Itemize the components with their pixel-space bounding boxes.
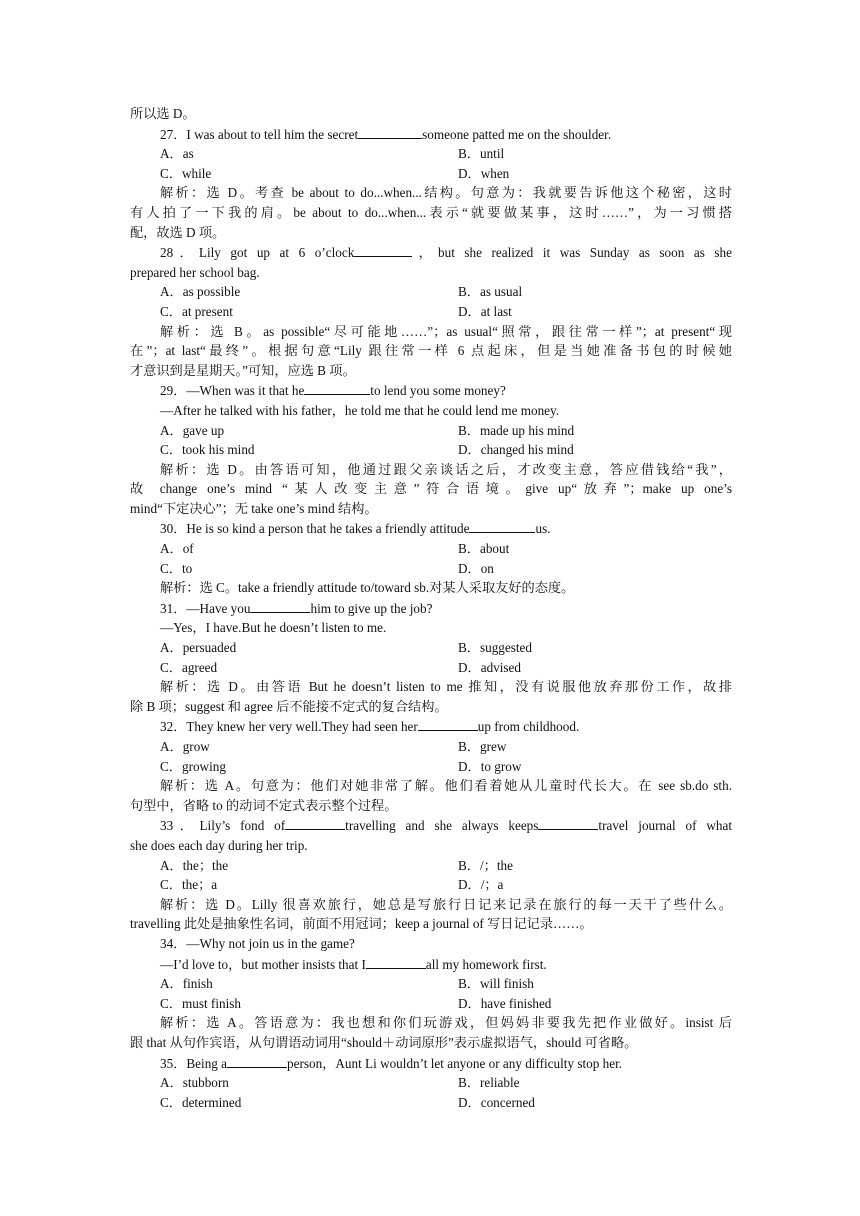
explanation-line: 故 change one’s mind “某人改变主意”符合语境。give up“放弃”；make up one’s <box>130 481 732 497</box>
question-34-answer: —I’d love to，but mother insists that I all my homework first. <box>130 954 732 975</box>
answer-blank <box>304 380 370 395</box>
explanation-line: 除 B 项；suggest 和 agree 后不能接不定式的复合结构。 <box>130 698 448 714</box>
answer-blank <box>227 1053 287 1068</box>
option-a: A．finish <box>160 976 213 992</box>
option-c: C．while <box>160 165 212 181</box>
answer-blank <box>354 242 412 257</box>
option-d: D．/；a <box>458 877 504 893</box>
explanation-line: 有人拍了一下我的肩。be about to do...when...表示“就要做某事，这时……”，为一习惯搭 <box>130 204 732 220</box>
option-c: C．agreed <box>160 659 218 675</box>
question-28: 28．Lily got up at 6 o’clock ，but she realized it was Sunday as soon as she <box>130 242 732 263</box>
option-d: D．on <box>458 560 494 576</box>
explanation-line: 在”；at last“最终”。根据句意“Lily 跟往常一样 6 点起床，但是当她准备书包的时候她 <box>130 343 732 359</box>
question-30: 30．He is so kind a person that he takes a friendly attitude us. <box>130 518 732 539</box>
explanation-line: 解析：选 B。as possible“尽可能地……”；as usual“照常，跟往常一样”；at present“现 <box>160 323 732 339</box>
question-27: 27．I was about to tell him the secret someone patted me on the shoulder. <box>130 124 732 145</box>
question-33-cont: she does each day during her trip. <box>130 837 308 853</box>
option-c: C．determined <box>160 1094 242 1110</box>
option-c: C．must finish <box>160 995 241 1011</box>
option-c: C．to <box>160 560 193 576</box>
option-d: D．when <box>458 165 510 181</box>
option-b: B．will finish <box>458 976 534 992</box>
option-a: A．as <box>160 146 194 162</box>
option-b: B．made up his mind <box>458 422 575 438</box>
question-34: 34．—Why not join us in the game? <box>160 935 355 951</box>
option-d: D．advised <box>458 659 521 675</box>
explanation-line: 配，故选 D 项。 <box>130 224 226 240</box>
options-row <box>130 302 732 322</box>
answer-blank <box>538 815 598 830</box>
options-row <box>130 440 732 460</box>
options-row <box>130 658 732 678</box>
options-row <box>130 638 732 658</box>
option-b: B．as usual <box>458 284 523 300</box>
option-c: C．at present <box>160 303 233 319</box>
option-a: A．gave up <box>160 422 225 438</box>
options-row <box>130 282 732 302</box>
options-row <box>130 1093 732 1113</box>
option-c: C．the；a <box>160 877 218 893</box>
option-a: A．as possible <box>160 284 241 300</box>
explanation-line: 跟 that 从句作宾语，从句谓语动词用“should＋动词原形”表示虚拟语气，should 可省略。 <box>130 1034 638 1050</box>
question-33: 33．Lily’s fond of travelling and she always keeps travel journal of what <box>130 815 732 836</box>
question-31: 31．—Have you him to give up the job? <box>130 598 732 619</box>
explanation-line: 解析：选 D。由答语可知，他通过跟父亲谈话之后，才改变主意，答应借钱给“我”， <box>160 461 732 477</box>
answer-blank <box>358 124 422 139</box>
question-35: 35．Being a person，Aunt Li wouldn’t let anyone or any difficulty stop her. <box>130 1053 732 1074</box>
explanation-line: 解析：选 D。Lilly 很喜欢旅行，她总是写旅行日记来记录在旅行的每一天干了些什么。 <box>160 896 732 912</box>
options-row <box>130 994 732 1014</box>
explanation-line: 解析：选 D。考查 be about to do...when...结构。句意为：我就要告诉他这个秘密，这时 <box>160 185 732 201</box>
answer-blank <box>366 954 426 969</box>
explanation-line: travelling 此处是抽象性名词，前面不用冠词；keep a journal of 写日记记录……。 <box>130 916 593 932</box>
option-d: D．to grow <box>458 758 522 774</box>
option-a: A．grow <box>160 739 210 754</box>
options-row <box>130 559 732 579</box>
option-a: A．of <box>160 541 194 557</box>
answer-blank <box>418 716 478 731</box>
option-c: C．took his mind <box>160 442 255 458</box>
option-b: B．grew <box>458 739 507 754</box>
explanation-line: 解析：选 D。由答语 But he doesn’t listen to me 推知，没有说服他放弃那份工作，故排 <box>160 679 732 695</box>
question-28-cont: prepared her school bag. <box>130 264 260 280</box>
option-d: D．have finished <box>458 995 552 1011</box>
explanation-line: 解析：选 C。take a friendly attitude to/toward sb.对某人采取友好的态度。 <box>160 580 575 596</box>
option-b: B．reliable <box>458 1075 520 1091</box>
document-page <box>130 104 732 1112</box>
option-c: C．growing <box>160 758 226 774</box>
options-row <box>130 144 732 164</box>
option-b: B．suggested <box>458 640 532 656</box>
option-d: D．at last <box>458 303 512 319</box>
answer-blank <box>250 598 310 613</box>
question-29: 29．—When was it that he to lend you some money? <box>130 380 732 401</box>
explanation-line: 解析：选 A。句意为：他们对她非常了解。他们看着她从儿童时代长大。在 see sb.do sth. <box>160 778 732 794</box>
option-a: A．the；the <box>160 857 229 873</box>
question-32: 32．They knew her very well.They had seen her up from childhood. <box>130 716 732 737</box>
option-b: B．until <box>458 146 505 162</box>
options-row <box>130 1073 732 1093</box>
option-a: A．persuaded <box>160 640 237 656</box>
options-row <box>130 539 732 559</box>
option-b: B．/；the <box>458 857 513 873</box>
text-line: 所以选 D。 <box>130 106 196 121</box>
answer-blank <box>285 815 345 830</box>
options-row <box>130 421 732 441</box>
options-row <box>130 875 732 895</box>
question-31-answer: —Yes，I have.But he doesn’t listen to me. <box>160 620 387 636</box>
explanation-line: 解析：选 A。答语意为：我也想和你们玩游戏，但妈妈非要我先把作业做好。insist 后 <box>160 1015 732 1031</box>
options-row <box>130 164 732 184</box>
option-d: D．concerned <box>458 1094 535 1110</box>
question-29-answer: —After he talked with his father，he told me that he could lend me money. <box>160 402 560 418</box>
option-b: B．about <box>458 541 510 557</box>
explanation-line: mind“下定决心”；无 take one’s mind 结构。 <box>130 500 378 516</box>
explanation-line: 句型中，省略 to 的动词不定式表示整个过程。 <box>130 797 398 813</box>
option-d: D．changed his mind <box>458 442 574 458</box>
option-a: A．stubborn <box>160 1075 229 1091</box>
options-row <box>130 757 732 777</box>
explanation-line: 才意识到是星期天。”可知，应选 B 项。 <box>130 362 356 378</box>
options-row <box>130 737 732 757</box>
options-row <box>130 974 732 994</box>
options-row <box>130 856 732 876</box>
answer-blank <box>469 518 535 533</box>
